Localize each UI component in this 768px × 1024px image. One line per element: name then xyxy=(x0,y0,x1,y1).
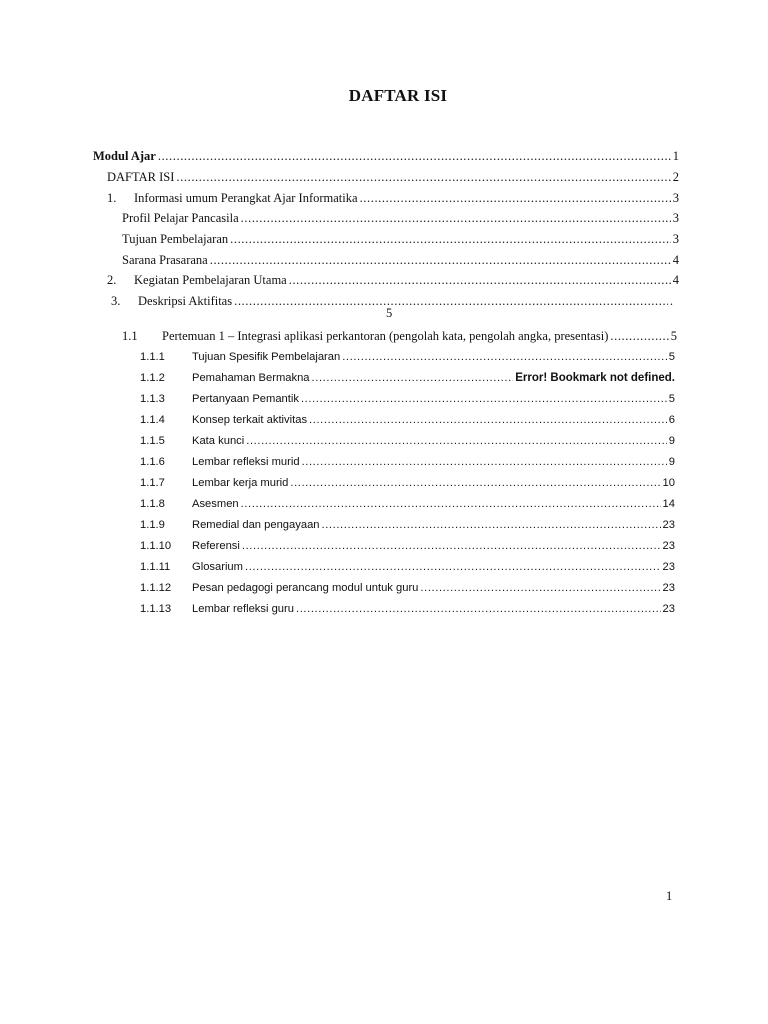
toc-entry-number: 1.1.5 xyxy=(140,435,165,447)
toc-entry-page-error: Error! Bookmark not defined. xyxy=(515,372,675,384)
toc-entry-label: Lembar refleksi murid xyxy=(192,456,300,468)
toc-entry-label: Tujuan Spesifik Pembelajaran xyxy=(192,351,341,363)
toc-entry-label: Pesan pedagogi perancang modul untuk guru xyxy=(192,582,419,594)
toc-entry-1-1-2[interactable] xyxy=(140,369,675,387)
toc-entry-number: 1.1.8 xyxy=(140,498,165,510)
toc-leader xyxy=(302,453,667,471)
toc-entry-page: . xyxy=(669,294,673,308)
toc-entry-label: Asesmen xyxy=(192,498,239,510)
toc-entry-page-wrapped: 5 xyxy=(386,306,393,320)
toc-entry-page: 5 xyxy=(668,393,675,405)
toc-leader xyxy=(312,369,514,387)
toc-entry-modul-ajar[interactable] xyxy=(93,147,679,165)
toc-entry-page: 23 xyxy=(662,561,675,573)
toc-entry-label: Tujuan Pembelajaran xyxy=(122,232,229,246)
toc-entry-1-1-3[interactable] xyxy=(140,390,675,408)
toc-entry-1-1-12[interactable] xyxy=(140,579,675,597)
toc-leader xyxy=(296,600,661,618)
toc-entry-label: Pertemuan 1 – Integrasi aplikasi perkantoran (pengolah kata, pengolah angka, presentasi) xyxy=(162,329,609,343)
toc-entry-1-1-8[interactable] xyxy=(140,495,675,513)
toc-entry-page: 10 xyxy=(662,477,675,489)
toc-leader xyxy=(245,558,661,576)
toc-entry-number: 1.1.10 xyxy=(140,540,172,552)
toc-entry-sarana-prasarana[interactable] xyxy=(122,251,679,269)
toc-entry-label: Deskripsi Aktifitas xyxy=(138,294,233,308)
toc-entry-page: 23 xyxy=(662,519,675,531)
toc-entry-number: 2. xyxy=(107,273,117,287)
toc-entry-1-1-7[interactable] xyxy=(140,474,675,492)
toc-entry-label: Lembar kerja murid xyxy=(192,477,289,489)
toc-entry-number: 1.1.9 xyxy=(140,519,165,531)
toc-entry-page: 23 xyxy=(662,603,675,615)
toc-leader xyxy=(158,147,671,165)
toc-entry-label: Kata kunci xyxy=(192,435,245,447)
toc-entry-page: 2 xyxy=(672,170,679,184)
toc-entry-number: 1.1.1 xyxy=(140,351,165,363)
toc-leader xyxy=(360,189,671,207)
toc-entry-label: Lembar refleksi guru xyxy=(192,603,294,615)
toc-entry-tujuan-pembelajaran[interactable] xyxy=(122,230,679,248)
toc-leader xyxy=(241,209,671,227)
toc-entry-label: DAFTAR ISI xyxy=(107,170,175,184)
toc-leader xyxy=(289,271,671,289)
toc-entry-1-1-1[interactable] xyxy=(140,348,675,366)
toc-entry-number: 1.1.13 xyxy=(140,603,172,615)
toc-entry-informasi-umum[interactable] xyxy=(107,189,679,207)
toc-entry-page: 4 xyxy=(672,273,679,287)
toc-entry-number: 3. xyxy=(111,294,121,308)
toc-entry-number: 1.1 xyxy=(122,329,138,343)
toc-entry-1-1-5[interactable] xyxy=(140,432,675,450)
toc-entry-label: Informasi umum Perangkat Ajar Informatika xyxy=(134,191,358,205)
toc-leader xyxy=(176,168,670,186)
toc-entry-page: 23 xyxy=(662,582,675,594)
toc-entry-label: Sarana Prasarana xyxy=(122,253,208,267)
toc-entry-label: Pemahaman Bermakna xyxy=(192,372,310,384)
toc-entry-profil-pelajar[interactable] xyxy=(122,209,679,227)
toc-entry-1-1-11[interactable] xyxy=(140,558,675,576)
toc-entry-number: 1. xyxy=(107,191,117,205)
toc-entry-page: 3 xyxy=(672,191,679,205)
toc-entry-daftar-isi[interactable] xyxy=(107,168,679,186)
toc-leader xyxy=(322,516,661,534)
toc-entry-number: 1.1.2 xyxy=(140,372,165,384)
toc-entry-page: 3 xyxy=(672,211,679,225)
toc-entry-label: Modul Ajar xyxy=(93,149,156,163)
toc-entry-1-1-10[interactable] xyxy=(140,537,675,555)
toc-entry-label: Pertanyaan Pemantik xyxy=(192,393,299,405)
toc-entry-page: 9 xyxy=(668,456,675,468)
toc-leader xyxy=(241,495,661,513)
toc-leader xyxy=(309,411,667,429)
toc-leader xyxy=(420,579,660,597)
toc-entry-label: Konsep terkait aktivitas xyxy=(192,414,308,426)
page-title: DAFTAR ISI xyxy=(348,86,448,105)
toc-entry-label: Profil Pelajar Pancasila xyxy=(122,211,239,225)
toc-entry-page: 9 xyxy=(668,435,675,447)
toc-leader xyxy=(290,474,660,492)
toc-leader xyxy=(342,348,667,366)
toc-leader xyxy=(210,251,671,269)
toc-entry-1-1-4[interactable] xyxy=(140,411,675,429)
toc-entry-page: 1 xyxy=(672,149,679,163)
toc-entry-1-1-6[interactable] xyxy=(140,453,675,471)
toc-entry-page: 14 xyxy=(662,498,675,510)
toc-leader xyxy=(234,292,668,310)
toc-leader xyxy=(301,390,667,408)
toc-entry-page: 6 xyxy=(668,414,675,426)
toc-entry-label: Kegiatan Pembelajaran Utama xyxy=(134,273,287,287)
toc-leader xyxy=(246,432,667,450)
toc-leader xyxy=(230,230,671,248)
toc-leader xyxy=(610,327,668,345)
toc-entry-page: 3 xyxy=(672,232,679,246)
toc-entry-label: Glosarium xyxy=(192,561,243,573)
toc-entry-page: 4 xyxy=(672,253,679,267)
toc-leader xyxy=(242,537,661,555)
toc-entry-number: 1.1.3 xyxy=(140,393,165,405)
toc-entry-page: 5 xyxy=(668,351,675,363)
toc-entry-page: 23 xyxy=(662,540,675,552)
toc-entry-number: 1.1.12 xyxy=(140,582,172,594)
toc-entry-number: 1.1.6 xyxy=(140,456,165,468)
toc-entry-1-1-13[interactable] xyxy=(140,600,675,618)
toc-entry-number: 1.1.7 xyxy=(140,477,165,489)
toc-entry-page: 5 xyxy=(670,329,677,343)
toc-entry-1-1-9[interactable] xyxy=(140,516,675,534)
toc-entry-label: Remedial dan pengayaan xyxy=(192,519,320,531)
toc-entry-number: 1.1.4 xyxy=(140,414,165,426)
toc-entry-kegiatan-pembelajaran[interactable] xyxy=(107,271,679,289)
toc-entry-number: 1.1.11 xyxy=(140,561,171,573)
toc-entry-pertemuan-1[interactable] xyxy=(122,327,677,345)
footer-page-number: 1 xyxy=(666,889,673,903)
toc-entry-label: Referensi xyxy=(192,540,240,552)
